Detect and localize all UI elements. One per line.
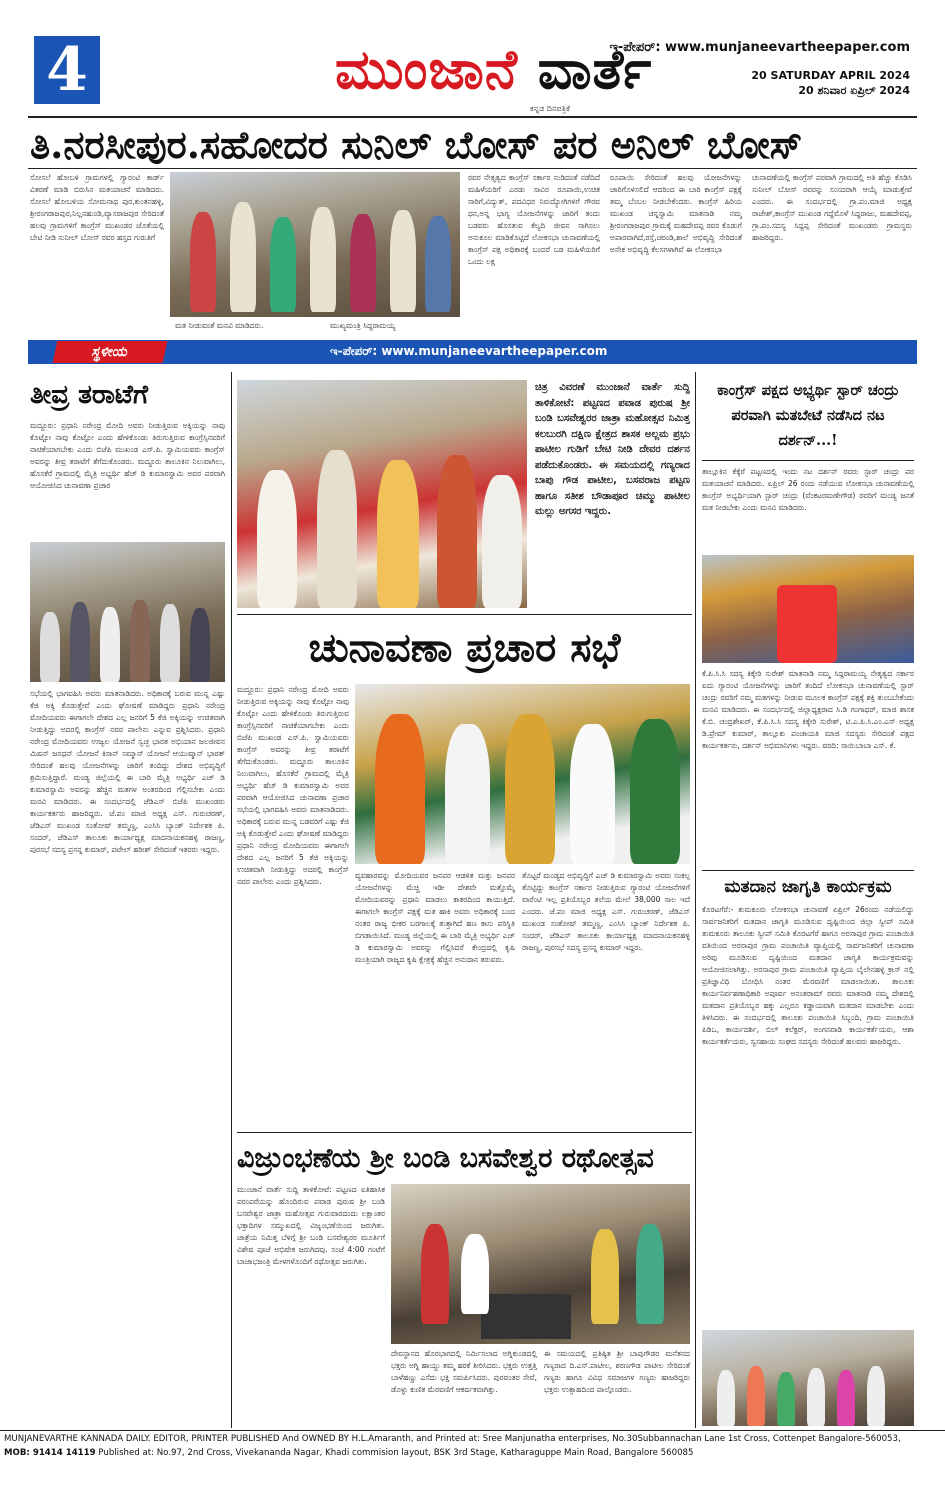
fire-pit (481, 1294, 571, 1339)
column-divider (231, 372, 232, 1428)
masthead-title-black: ವಾರ್ತೆ (537, 37, 653, 101)
photo-figure (257, 470, 297, 608)
top-story-col4: ಚುನಾವಣೆಯಲ್ಲಿ ಕಾಂಗ್ರೆಸ್ ಪರವಾಗಿ ಗ್ರಾಮದಲ್ಲಿ ಅತಿ ಹೆಚ್ಚು ಕೊಡಿಸಿ ಸುನೀಲ್ ಬೋಸ್ ರವರನ್ನು ಸಂಸದರಾಗಿ ಆಯ್ಕೆ ಮಾಡುತ್ತೇವೆ ಎಂದರು. ಈ ಸಂದರ್ಭದಲ್ಲಿ ಗ್ರಾ.ಪಂ.ಮಾಜಿ ಅಧ್ಯಕ್ಷ ರಾಜೇಶ್,ಕಾಂಗ್ರೆಸ್ ಮುಖಂಡ ಗದ್ದೆಮೊಳೆ ಸಿದ್ದರಾಜು, ಮಹದೇವಪ್ಪ, ಗ್ರಾ.ಪಂ.ಸದಸ್ಯ ಸಿದ್ದಪ್ಪ ಸೇರಿದಂತೆ ಮುಖಂಡರು ಗ್ರಾಮಸ್ಥರು ಹಾಜರಿದ್ದರು. (752, 173, 912, 242)
photo-figure (190, 212, 216, 312)
center-top-photo (237, 380, 527, 608)
left-story-text-top: ಮದ್ದೂರು: ಪ್ರಧಾನಿ ನರೇಂದ್ರ ಮೋದಿ ಅವರು ನೀಡುತ್ತಿರುವ ಅಕ್ಕಿಯನ್ನು ನಾವು ಕೊಟ್ಟೋ ನಾವು ಕೊಟ್ಟೋ ಎಂದು ಹೇಳಿಕೊಂಡು ತಿರುಗುತ್ತಿರುವ ಕಾಂಗ್ರೆಸ್ಸಿನವರಿಗೆ ನಾಚಿಕೆಯಾಗಬೇಕು ಎಂದು ಬಿಜೆಪಿ ಮುಖಂಡ ಎಸ್.ಪಿ. ಸ್ವಾಮಿಯವರು ಕಾಂಗ್ರೆಸ್ ಅವರನ್ನು ತೀವ್ರ ತರಾಟೆಗೆ ತೆಗೆದುಕೊಂಡರು. ಮದ್ದೂರು ತಾಲೂಕಿನ ನಿಲುವಾಗಿಲು, ಹೊಸಕೆರೆ ಗ್ರಾಮದಲ್ಲಿ ಮೈತ್ರಿ ಅಭ್ಯರ್ಥಿ ಹೆಚ್ ಡಿ ಕುಮಾರಸ್ವಾಮಿ ಅವರ ಪರವಾಗಿ ಆಯೋಜಿಸಿದ ಚುನಾವಣಾ ಪ್ರಚಾರ (30, 421, 225, 490)
photo-figure (40, 612, 60, 682)
top-story-col2: ರವರ ನೇತೃತ್ವದ ಕಾಂಗ್ರೆಸ್ ಸರ್ಕಾರ ನುಡಿದಂತೆ ನಡೆದಿದೆ ಮಹಿಳೆಯರಿಗೆ ಎರಡು ಸಾವಿರ ರೂಪಾಯಿ,ಉಚಿತ ಸಾರಿಗೆ,ವಿದ್ಯುತ್, ಪದವಿಧರ ನಿರುದ್ಯೋಗಿಗಳಿಗೆ ಗೌರವ ಧನ,ಅನ್ನ ಭಾಗ್ಯ ಯೋಜನೆಗಳನ್ನು ಜಾರಿಗೆ ತಂದು ಬಡವರು ಹೊಸತುವ ಕೆಲ್ಯದಿ ಜೀವನ ಸಾಗಿಸಲು ಅನುಕೂಲ ಮಾಡಿಕೊಟ್ಟಿದೆ ಲೋಕಸಭಾ ಚುನಾವಣೆಯಲ್ಲಿ ಕಾಂಗ್ರೆಸ್ ಪಕ್ಷ ಅಧಿಕಾರಕ್ಕೆ ಬಂದರೆ ಬಡ ಮಹಿಳೆಯರಿಗೆ ಒಂದು ಲಕ್ಷ (468, 173, 600, 266)
right-vote-text: ಕೊರಟಗೆರೆ:- ತುಮಕೂರು ಲೋಕಸಭಾ ಚುನಾವಣೆ ಏಪ್ರಿಲ್ 26ರಂದು ನಡೆಯಲಿದ್ದು ಸಾರ್ವಜನಿಕರಿಗೆ ಮತದಾನ ಜಾಗೃತಿ ಮೂಡಿಸುವ ದೃಷ್ಟಿಯಿಂದ ಜಿಲ್ಲಾ ಸ್ವೀಪ್ ಸಮಿತಿ ತುಮಕೂರು ತಾಲೂಕು ಸ್ವೀಪ್ ಸಮಿತಿ ಕೊರಟಗೆರೆ ಹಾಗೂ ಅರಸಾಪುರ ಗ್ರಾಮ ಪಂಚಾಯಿತಿ ವತಿಯಿಂದ ಅರಸಾಪುರ ಗ್ರಾಮ ಪಂಚಾಯಿತಿ ವ್ಯಾಪ್ತಿಯಲ್ಲಿ ಸಾರ್ವಜನಿಕರಿಗೆ ಚುನಾವಣಾ ಅರಿವು ಮೂಡಿಸುವ ದೃಷ್ಟಿಯಿಂದ ಮತದಾನ ಜಾಗೃತಿ ಕಾರ್ಯಕ್ರಮವನ್ನು ಆಯೋಜಿಸಲಾಗಿತ್ತು. ಅರಸಾಪುರ ಗ್ರಾಮ ಪಂಚಾಯಿತಿ ವ್ಯಾಪ್ತಿಯ ಬೈಲೇನಹಳ್ಳಿ ಕ್ರಾಸ್ ನಲ್ಲಿ ಪ್ರತಿಜ್ಞಾವಿಧಿ ಬೋಧಿಸಿ ನಂತರ ಮೆರವಣಿಗೆ ಮಾಡಲಾಯಿತು. ತಾಲೂಕು ಕಾರ್ಯನಿರ್ವಹಣಾಧಿಕಾರಿ ಅಪೂರ್ವ ಅನಂತರಾಮ್ ರವರು ಮಾತನಾಡಿ ನಮ್ಮ ದೇಶದಲ್ಲಿ ಮತದಾನ ಪ್ರತಿಯೊಬ್ಬರ ಹಕ್ಕು ಎಲ್ಲರೂ ಕಡ್ಡಾಯವಾಗಿ ಮತದಾನ ಮಾಡಬೇಕು ಎಂದು ತಿಳಿಸಿದರು. ಈ ಸಂದರ್ಭದಲ್ಲಿ ತಾಲೂಕು ಪಂಚಾಯಿತಿ ಸಿಬ್ಬಂದಿ, ಗ್ರಾಮ ಪಂಚಾಯಿತಿ ಪಿಡಿಒ, ಕಾರ್ಯದರ್ಶಿ, ಬಿಲ್ ಕಲೆಕ್ಟರ್, ಅಂಗನವಾಡಿ ಕಾರ್ಯಕರ್ತೆಯರು, ಆಶಾ ಕಾರ್ಯಕರ್ತೆಯರು, ಸ್ವಸಹಾಯ ಸಂಘದ ಸದಸ್ಯರು ಸೇರಿದಂತೆ ಹಲವರು ಹಾಜರಿದ್ದರು. (702, 905, 914, 1046)
top-story-photo (170, 172, 460, 317)
photo-figure (390, 210, 416, 312)
masthead-title-red: ಮುಂಜಾನೆ (335, 37, 538, 101)
photo-figure (425, 216, 451, 312)
photo-figure (630, 719, 680, 864)
photo-figure (317, 450, 357, 608)
right-top-text-top: ತಾಲ್ಲೂಕಿನ ಕೆಕ್ಕೆರೆ ಪಟ್ಟಣದಲ್ಲಿ ಇಂದು ನಟ ದರ್ಶನ್ ರವರು ಸ್ಟಾರ್ ಚಂದ್ರು ಪರ ಮತಯಾಚನೆ ಮಾಡಿದರು. ಏಪ್ರಿಲ್ 26 ರಂದು ನಡೆಯುವ ಲೋಕಸಭಾ ಚುನಾವಣೆಯಲ್ಲಿ ಕಾಂಗ್ರೆಸ್ ಅಭ್ಯರ್ಥಿಯಾಗಿ ಸ್ಟಾರ್ ಚಂದ್ರು (ವೆಂಕಟರಮಣೇಗೌಡ) ರವರಿಗೆ ಮಂಡ್ಯ ಜನತೆ ಮತ ನೀಡಬೇಕು ಎಂದು ಮನವಿ ಮಾಡಿದರು. (702, 467, 914, 512)
photo-figure (375, 714, 425, 864)
masthead-rule (28, 116, 917, 118)
top-story-headline: ತಿ.ನರಸೀಪುರ.ಸಹೋದರ ಸುನಿಲ್ ಬೋಸ್ ಪರ ಅನಿಲ್ ಬೋಸ್ (30, 122, 803, 167)
epaper-url[interactable]: ಇ-ಪೇಪರ್: www.munjaneevartheepaper.com (609, 40, 910, 55)
right-top-photo (702, 555, 914, 663)
top-story-caption-right: ಮುಖ್ಯಮಂತ್ರಿ ಸಿದ್ದರಾಮಯ್ಯ (330, 321, 396, 330)
footer-imprint (0, 1432, 945, 1462)
section-rule (237, 1132, 692, 1133)
photo-figure (807, 1368, 825, 1426)
photo-figure (100, 607, 120, 682)
footer-mobile: MOB: 91414 14119 (4, 1448, 96, 1458)
left-story-text-bottom: ಸಭೆಯಲ್ಲಿ ಭಾಗವಹಿಸಿ ಅವರು ಮಾತನಾಡಿದರು. ಅಧಿಕಾರಕ್ಕೆ ಬರುವ ಮುನ್ನ ಎಷ್ಟು ಕೆಜಿ ಅಕ್ಕಿ ಕೊಡುತ್ತೇವೆ ಎಂದು ಘೋಷಣೆ ಮಾಡಿದ್ದರು ಪ್ರಧಾನಿ ನರೇಂದ್ರ ಮೋದಿಯವರು ಈಗಾಗಲೇ ದೇಶದ ಎಲ್ಲ ಜನರಿಗೆ 5 ಕೆಜಿ ಅಕ್ಕಿಯನ್ನು ಉಚಿತವಾಗಿ ನೀಡುತ್ತಿದ್ದು ಅದರಲ್ಲಿ ಕಾಂಗ್ರೆಸ್ ನವರ ಪಾಲೇನು ಎನ್ನುವ ಪ್ರಶ್ನಿಸಿದರು. ಪ್ರಧಾನಿ ನರೇಂದ್ರ ಮೋದಿಯವರು ಉಜ್ವಲ ಯೋಜನೆ ಸ್ವಚ್ಛ ಭಾರತ ಅಭಿಯಾನ ಜಲಜೀವನ ಮಿಷನ್ ಜನಧನ್ ಯೋಜನೆ ಕಿಸಾನ್ ಸಮ್ಮಾನ್ ಯೋಜನೆ ಆಯುಷ್ಮಾನ್ ಭಾರತ್ ಸೇರಿದಂತೆ ಹಲವು ಯೋಜನೆಗಳನ್ನು ಜಾರಿಗೆ ತಂದಿದ್ದು ದೇಶದ ಅಭಿವೃದ್ಧಿಗೆ ಶ್ರಮಿಸುತ್ತಿದ್ದಾರೆ. ಮಂಡ್ಯ ಜಿಲ್ಲೆಯಲ್ಲಿ ಈ ಬಾರಿ ಮೈತ್ರಿ ಅಭ್ಯರ್ಥಿ ಎಚ್ ಡಿ ಕುಮಾರಸ್ವಾಮಿ ಅವರನ್ನು ಹೆಚ್ಚಿನ ಮತಗಳ ಅಂತರದಿಂದ ಗೆಲ್ಲಿಸಬೇಕು ಎಂದು ಮನವಿ ಮಾಡಿದರು. ಈ ಸಂದರ್ಭದಲ್ಲಿ ಜೆಡಿಎಸ್ ಬಿಜೆಪಿ ಮುಖಂಡರು ಕಾರ್ಯಕರ್ತರು ಹಾಜರಿದ್ದರು. ಜೆ.ಪಂ ಮಾಜಿ ಅಧ್ಯಕ್ಷ ಎಸ್. ಗುರುಚರಣ್, ಜೆಡಿಎಸ್ ಮುಖಂಡ ಸಂತೋಷ್ ತಮ್ಮಣ್ಣ, ಎಂಸಿಸಿ ಬ್ಯಾಂಕ್ ನಿರ್ದೇಶಕ ಪಿ. ಸಂದರ್, ಜೆಡಿಎಸ್ ತಾಲೂಕು ಕಾರ್ಯಾಧ್ಯಕ್ಷ ಮಾದನಾಯಕನಹಳ್ಳಿ ರಾಜಣ್ಣ, ಪುರಸಭೆ ಸದಸ್ಯ ಪ್ರಸನ್ನ ಕುಮಾರ್, ಪಟೇಲ್ ಹರೀಶ್ ಸೇರಿದಂತೆ ಇತರರು ಇದ್ದರು. (30, 689, 225, 854)
footer-address: Published at: No.97, 2nd Cross, Vivekananda Nagar, Khadi commision layout, BSK 3rd Stage, Katharaguppe Main Road, Bangalore 560085 (95, 1448, 694, 1458)
banner-epaper-url[interactable]: ಇ-ಪೇಪರ್: www.munjaneevartheepaper.com (330, 344, 608, 358)
bottom-story-col2: ದೇವಸ್ಥಾನದ ಹೊರಭಾಗದಲ್ಲಿ ನಿರ್ಮಿಸಲಾದ ಅಗ್ನಿಕುಂಡದಲ್ಲಿ ಭಕ್ತರು ಅಗ್ನಿ ಹಾಯ್ದು ತಮ್ಮ ಹರಕೆ ತೀರಿಸಿದರು. ಭಕ್ತರು ಉತ್ತತ್ತಿ ಬಾಳೆಹಣ್ಣು ಎಸೆದು ಭಕ್ತಿ ಸಮರ್ಪಿಸಿದರು. ಪುರವಂತರ ಸೇವೆ, ಡೊಳ್ಳು ಕುಣಿತ ಮೆರವಣಿಗೆ ಆಕರ್ಷಕವಾಗಿತ್ತು. (391, 1349, 537, 1394)
photo-figure (70, 602, 90, 682)
photo-figure (350, 214, 376, 312)
bottom-story-photo (391, 1184, 690, 1344)
right-top-text-bottom: ಕೆ.ಪಿ.ಸಿ.ಸಿ ಸದಸ್ಯ ಕಿಕ್ಕೇರಿ ಸುರೇಶ್ ಮಾತನಾಡಿ ನಮ್ಮ ಸಿದ್ದರಾಮಯ್ಯ ನೇತೃತ್ವದ ಸರ್ಕಾರ ಐದು ಗ್ಯಾರಂಟಿ ಯೋಜನೆಗಳನ್ನು ಜಾರಿಗೆ ತಂದಿದೆ ಲೋಕಸಭಾ ಚುನಾವಣೆಯಲ್ಲಿ ಸ್ಟಾರ್ ಚಂದ್ರು ರವರಿಗೆ ನಮ್ಮ ಮತಗಳನ್ನು ನೀಡುವ ಮೂಲಕ ಕಾಂಗ್ರೆಸ್ ಪಕ್ಷಕ್ಕೆ ಶಕ್ತಿ ತುಂಬಬೇಕೆಂದು ಮನವಿ ಮಾಡಿದರು. ಈ ಸಂದರ್ಭದಲ್ಲಿ ಜಿಲ್ಲಾಧ್ಯಕ್ಷರಾದ ಸಿ.ಡಿ ಗಂಗಾಧರ್, ಮಾಜಿ ಶಾಸಕ ಕೆ.ಬಿ. ಚಂದ್ರಶೇಖರ್, ಕೆ.ಪಿ.ಸಿ.ಸಿ ಸದಸ್ಯ ಕಿಕ್ಕೇರಿ ಸುರೇಶ್, ಟಿ.ಎ.ಪಿ.ಸಿ.ಎಂ.ಎಸ್ ಅಧ್ಯಕ್ಷ ಡಿ.ಪ್ರೇಮ್ ಕುಮಾರ್, ತಾಲ್ಲೂಕು ಪಂಚಾಯತಿ ಮಾಜಿ ಸದಸ್ಯರು ಸೇರಿದಂತೆ ಪಕ್ಷದ ಕಾರ್ಯಕರ್ತರು, ದರ್ಶನ್ ಅಭಿಮಾನಿಗಳು ಇದ್ದರು. ವರದಿ: ಸಾಯಿಬಾಬಾ ಎಸ್. ಕೆ. (702, 669, 914, 750)
photo-figure (437, 455, 477, 608)
section-rule (237, 614, 692, 615)
photo-figure (377, 460, 419, 608)
photo-figure (570, 724, 615, 864)
photo-figure (270, 217, 296, 312)
bottom-story-headline: ವಿಜ್ರುಂಭಣೆಯ ಶ್ರೀ ಬಂಡಿ ಬಸವೇಶ್ವರ ರಥೋತ್ಸವ (237, 1143, 654, 1174)
right-top-headline: ಕಾಂಗ್ರೆಸ್ ಪಕ್ಷದ ಅಭ್ಯರ್ಥಿ ಸ್ಟಾರ್ ಚಂದ್ರು ಪರವಾಗಿ ಮತಬೇಟೆ ನಡೆಸಿದ ನಟ ದರ್ಶನ್...! (717, 382, 899, 449)
photo-figure (636, 1224, 664, 1324)
photo-figure (717, 1370, 735, 1426)
photo-figure (777, 1372, 795, 1426)
photo-figure (867, 1366, 885, 1426)
top-story-caption-left: ಮತ ನೀಡುವಂತೆ ಮನವಿ ಮಾಡಿದರು. (175, 321, 264, 330)
photo-figure (421, 1224, 449, 1324)
photo-figure (130, 600, 150, 682)
center-story-col-right: ತೊಟ್ಟರೆ ಮಂಡ್ಯದ ಅಭಿವೃದ್ಧಿಗೆ ಎಚ್ ಡಿ ಕುಮಾರಸ್ವಾಮಿ ಅವರು ಸಂಕಲ್ಪ ತೊಟ್ಟಿದ್ದು ಕಾಂಗ್ರೆಸ್ ಸರ್ಕಾರ ನೀಡುತ್ತಿರುವ ಗ್ಯಾರಂಟಿ ಯೋಜನೆಗಳಿಗೆ ವಾರೆಂಟಿ ಇಲ್ಲ ಪ್ರತಿಯೊಬ್ಬರ ತಲೆಯ ಮೇಲೆ 38,000 ಸಾಲ ಇದೆ ಎಂದರು. ಜೆ.ಪಂ ಮಾಜಿ ಅಧ್ಯಕ್ಷ ಎಸ್. ಗುರುಚರಣ್, ಜೆಡಿಎಸ್ ಮುಖಂಡ ಸಂತೋಷ್ ತಮ್ಮಣ್ಣ, ಎಂಸಿಸಿ ಬ್ಯಾಂಕ್ ನಿರ್ದೇಶಕ ಪಿ. ಸಂದರ್, ಜೆಡಿಎಸ್ ತಾಲೂಕು ಕಾರ್ಯಾಧ್ಯಕ್ಷ ಮಾದನಾಯಕನಹಳ್ಳಿ ರಾಜಣ್ಣ, ಪುರಸಭೆ ಸದಸ್ಯ ಪ್ರಸನ್ನ ಕುಮಾರ್ ಇದ್ದರು. (522, 871, 690, 952)
photo-figure (190, 608, 210, 682)
photo-figure (445, 724, 490, 864)
dateline (751, 68, 910, 98)
left-story-photo (30, 542, 225, 682)
center-story-headline: ಚುನಾವಣಾ ಪ್ರಚಾರ ಸಭೆ (308, 624, 621, 671)
right-vote-headline: ಮತದಾನ ಜಾಗೃತಿ ಕಾರ್ಯಕ್ರಮ (724, 877, 892, 897)
section-rule (702, 870, 914, 871)
footer-rule (0, 1430, 945, 1431)
photo-figure (747, 1366, 765, 1426)
date-english: 20 SATURDAY APRIL 2024 (751, 69, 910, 82)
center-story-photo (355, 684, 690, 864)
masthead-title (335, 38, 652, 100)
vehicle (777, 585, 837, 663)
section-rule (702, 460, 914, 461)
bottom-story-col1: ಮುಂಜಾನೆ ವಾರ್ತೆ ಸುದ್ದಿ ತಾಳಿಕೋಟೆ: ಪಟ್ಟಣದ ಐತಿಹಾಸಿಕ ಪರಂಪರೆಯನ್ನು ಹೊಂದಿರುವ ಪವಾಡ ಪುರುಷ ಶ್ರೀ ಬಂಡಿ ಬಸವೇಶ್ವರ ಜಾತ್ರಾ ಮಹೋತ್ಸವ ಗುರುವಾರದಂದು ಲಕ್ಷಾಂತರ ಭಕ್ತಾದಿಗಳ ಸಮ್ಮುಖದಲ್ಲಿ ವಿಜೃಂಭಣೆಯಿಂದ ಜರುಗಿತು. ಜಾತ್ರೆಯ ನಿಮಿತ್ತ ಬೆಳಿಗ್ಗೆ ಶ್ರೀ ಬಂಡಿ ಬಸವೇಶ್ವರರ ಮೂರ್ತಿಗೆ ವಿಶೇಷ ಪೂಜೆ ಅಭಿಷೇಕ ಜರುಗಿದವು. ಸಂಜೆ 4:00 ಗಂಟೆಗೆ ಬಾಜಾಭಜಂತ್ರಿ ಮೇಳಗಳೊಂದಿಗೆ ರಥೋತ್ಸವ ಜರುಗಿತು. (237, 1185, 385, 1266)
date-kannada: 20 ಶನಿವಾರ ಏಪ್ರಿಲ್ 2024 (798, 84, 910, 97)
top-story-col3: ರೂಪಾಯಿ ಸೇರಿದಂತೆ ಹಲವು ಯೋಜನೆಗಳನ್ನು ಜಾರಿಗೊಳಿಸಲಿದೆ ಆದರಿಂದ ಈ ಬಾರಿ ಕಾಂಗ್ರೆಸ್ ಪಕ್ಷಕ್ಕೆ ತಮ್ಮ ಬೆಂಬಲ ನೀಡಬೇಕೆಂದರು. ಕಾಂಗ್ರೆಸ್ ಹಿರಿಯ ಮುಖಂಡ ಚನ್ನಸ್ವಾಮಿ ಮಾತನಾಡಿ ನಮ್ಮ ಶ್ರೀರಂಗರಾಜಪುರ ಗ್ರಾಮಕ್ಕೆ ಮಹದೇವಪ್ಪ ರವರ ಕೊಡುಗೆ ಅಪಾರವಾಗಿದೆ,ರಸ್ತೆ,ಚರಂಡಿ,ಶಾಲೆ ಅಭಿವೃದ್ಧಿ ಸೇರಿದಂತೆ ಅನೇಕ ಅಭಿವೃದ್ಧಿ ಕೆಲಸಗಳಾಗಿವೆ ಈ ಲೋಕಸಭಾ (610, 173, 742, 254)
top-story-col1: ಸೋಸಲೆ ಹೋಬಳಿ ಗ್ರಾಮಗಳಲ್ಲಿ ಗ್ಯಾರಂಟಿ ಕಾರ್ಡ್ ವಿತರಣೆ ಮಾಡಿ ಬಿರುಸಿನ ಮತಯಾಚನೆ ಮಾಡಿದರು. ಸೋಸಲೆ ಹೋಬಳಿಯ ಸೋಮನಾಥ ಪುರ,ಕುಂತನಹಳ್ಳಿ, ಶ್ರೀರಂಗರಾಜಪುರ,ನಿಲ್ಲನಹುಂಡಿ,ವ್ಯಾಸರಾಜಪುರ ಸೇರಿದಂತೆ ಹಲವು ಗ್ರಾಮಗಳಿಗೆ ಕಾಂಗ್ರೆಸ್ ಮುಖಂಡರ ಜೊತೆಯಲ್ಲಿ ಬೇಟಿ ನೀಡಿ ಸುನೀಲ್ ಬೋಸ್ ರವರ ಹಸ್ತದ ಗುರುತಿಗೆ (30, 173, 164, 242)
photo-figure (482, 475, 522, 608)
section-label: ಸ್ಥಳೀಯ (53, 341, 168, 363)
bottom-story-col3: ಈ ಸಮಯದಲ್ಲಿ ಪ್ರತಿಷ್ಠಿತ ಶ್ರೀ ಬಾಪುಗೌಡರ ಮನೆತನದ ಗಣ್ಯರಾದ ದಿ.ಎಸ್.ಪಾಟೀಲ, ಶರಣಗೌಡ ಪಾಟೀಲ ಸೇರಿದಂತೆ ಗಣ್ಯರು ಹಾಗೂ ವಿವಿಧ ಸಮಾಜಗಳ ಗಣ್ಯರು ಹಾಜರಿದ್ದರು ಭಕ್ತರು ಉತ್ಸಾಹದಿಂದ ಪಾಲ್ಗೊಂಡರು. (544, 1349, 690, 1394)
photo-figure (837, 1370, 855, 1426)
photo-figure (461, 1234, 489, 1314)
center-story-col-left: ಮದ್ದೂರು: ಪ್ರಧಾನಿ ನರೇಂದ್ರ ಮೋದಿ ಅವರು ನೀಡುತ್ತಿರುವ ಅಕ್ಕಿಯನ್ನು ನಾವು ಕೊಟ್ಟೋ ನಾವು ಕೊಟ್ಟೋ ಎಂದು ಹೇಳಿಕೊಂಡು ತಿರುಗುತ್ತಿರುವ ಕಾಂಗ್ರೆಸ್ಸಿನವರಿಗೆ ನಾಚಿಕೆಯಾಗಬೇಕು ಎಂದು ಬಿಜೆಪಿ ಮುಖಂಡ ಎಸ್.ಪಿ. ಸ್ವಾಮಿಯವರು ಕಾಂಗ್ರೆಸ್ ಅವರನ್ನು ತೀವ್ರ ತರಾಟೆಗೆ ತೆಗೆದುಕೊಂಡರು. ಮದ್ದೂರು ತಾಲೂಕಿನ ನಿಲುವಾಗಿಲು, ಹೊಸಕೆರೆ ಗ್ರಾಮದಲ್ಲಿ ಮೈತ್ರಿ ಅಭ್ಯರ್ಥಿ ಹೆಚ್ ಡಿ ಕುಮಾರಸ್ವಾಮಿ ಅವರ ಪರವಾಗಿ ಆಯೋಜಿಸಿದ ಚುನಾವಣಾ ಪ್ರಚಾರ ಸಭೆಯಲ್ಲಿ ಭಾಗವಹಿಸಿ ಅವರು ಮಾತನಾಡಿದರು. ಅಧಿಕಾರಕ್ಕೆ ಬರುವ ಮುನ್ನ ಬಡವರಿಗೆ ಎಷ್ಟು ಕೆಜಿ ಅಕ್ಕಿ ಕೊಡುತ್ತೇವೆ ಎಂದು ಘೋಷಣೆ ಮಾಡಿದ್ದರು ಪ್ರಧಾನಿ ನರೇಂದ್ರ ಮೋದಿಯವರು ಈಗಾಗಲೇ ದೇಶದ ಎಲ್ಲ ಜನರಿಗೆ 5 ಕೆಜಿ ಅಕ್ಕಿಯನ್ನು ಉಚಿತವಾಗಿ ನೀಡುತ್ತಿದ್ದು ಅದರಲ್ಲಿ ಕಾಂಗ್ರೆಸ್ ನವರ ಪಾಲೇನು ಎಂದು ಪ್ರಶ್ನಿಸಿದರು. (237, 685, 349, 886)
footer-line2 (4, 1446, 941, 1460)
footer-line1: MUNJANEVARTHE KANNADA DAILY. EDITOR, PRINTER PUBLISHED And OWNED BY H.L.Amaranth, and Printed at: Sree Manjunatha enterprises, No.30Subbannachan Lane 1st Cross, Cottenpet Bangalore-560053, (4, 1434, 901, 1444)
photo-figure (160, 604, 180, 682)
top-story-rule (28, 168, 917, 169)
right-vote-photo (702, 1330, 914, 1426)
page-number: 4 (34, 36, 100, 104)
photo-figure (310, 207, 336, 312)
photo-figure (505, 714, 555, 864)
center-top-text: ಚಿತ್ರ ವಿವರಣೆ ಮುಂಜಾನೆ ವಾರ್ತೆ ಸುದ್ದಿ ತಾಳಿಕೋಟೆ: ಪಟ್ಟಣದ ಪವಾಡ ಪುರುಷ ಶ್ರೀ ಬಂಡಿ ಬಸವೇಶ್ವರರ ಜಾತ್ರಾ ಮಹೋತ್ಸವ ನಿಮಿತ್ತ ಕಲಬುರಗಿ ದಕ್ಷಿಣ ಕ್ಷೇತ್ರದ ಶಾಸಕ ಅಲ್ಲಮ ಪ್ರಭು ಪಾಟೀಲ ಗುಡಿಗೆ ಬೇಟಿ ನೀಡಿ ದೇವರ ದರ್ಶನ ಪಡೆದುಕೊಂಡರು. ಈ ಸಮಯದಲ್ಲಿ ಗಣ್ಯರಾದ ಬಾಪು ಗೌಡ ಪಾಟೀಲ, ಬಸವರಾಜ ಪಟ್ಟಣ ಹಾಗೂ ಸತೀಶ ಬೌಡಾಪೂರ ಚಿಮ್ಮು ಪಾಟೀಲ ಮಲ್ಲು ಅಗಸರ ಇದ್ದರು. (535, 382, 690, 517)
left-story-headline: ತೀವ್ರ ತರಾಟೆಗೆ (30, 380, 149, 410)
center-story-col-mid: ವ್ಯವಹಾರವನ್ನು ಮೋದಿಯವರ ಜನಪರ ಆಡಳಿತ ಮತ್ತು ಜನಪರ ಯೋಜನೆಗಳನ್ನು ಮೆಚ್ಚಿ ಇಡೀ ದೇಶವೇ ಮತ್ತೊಮ್ಮೆ ಮೋದಿಯವರನ್ನು ಪ್ರಧಾನಿ ಮಾಡಲು ಕಾತರದಿಂದ ಕಾಯುತ್ತಿದೆ. ಈಗಾಗಲೇ ಕಾಂಗ್ರೆಸ್ ಪಕ್ಷಕ್ಕೆ ಮತ ಹಾಕಿ ಅವರು ಅಧಿಕಾರಕ್ಕೆ ಬಂದ ನಂತರ ರಾಜ್ಯ ಭೀಕರ ಬರಗಾಲಕ್ಕೆ ತುತ್ತಾಗಿದೆ ಹಣ ಕಾಸು ಪರಿಸ್ಥಿತಿ ಬಿಗಡಾಯಿಸಿದೆ. ಮಂಡ್ಯ ಜಿಲ್ಲೆಯಲ್ಲಿ ಈ ಬಾರಿ ಮೈತ್ರಿ ಅಭ್ಯರ್ಥಿ ಎಚ್ ಡಿ ಕುಮಾರಸ್ವಾಮಿ ಅವರನ್ನು ಗೆಲ್ಲಿಸಿದರೆ ಕೇಂದ್ರದಲ್ಲಿ ಕೃಷಿ ಮಂತ್ರಿಯಾಗಿ ರಾಜ್ಯದ ಕೃಷಿ ಕ್ಷೇತ್ರಕ್ಕೆ ಹೆಚ್ಚಿನ ಅನುದಾನ ತರುವರು. (355, 871, 515, 964)
photo-figure (230, 202, 256, 312)
column-divider (695, 372, 696, 1428)
masthead-tagline: ಕನ್ನಡ ದಿನಪತ್ರಿಕೆ (530, 104, 571, 113)
photo-figure (591, 1229, 619, 1324)
